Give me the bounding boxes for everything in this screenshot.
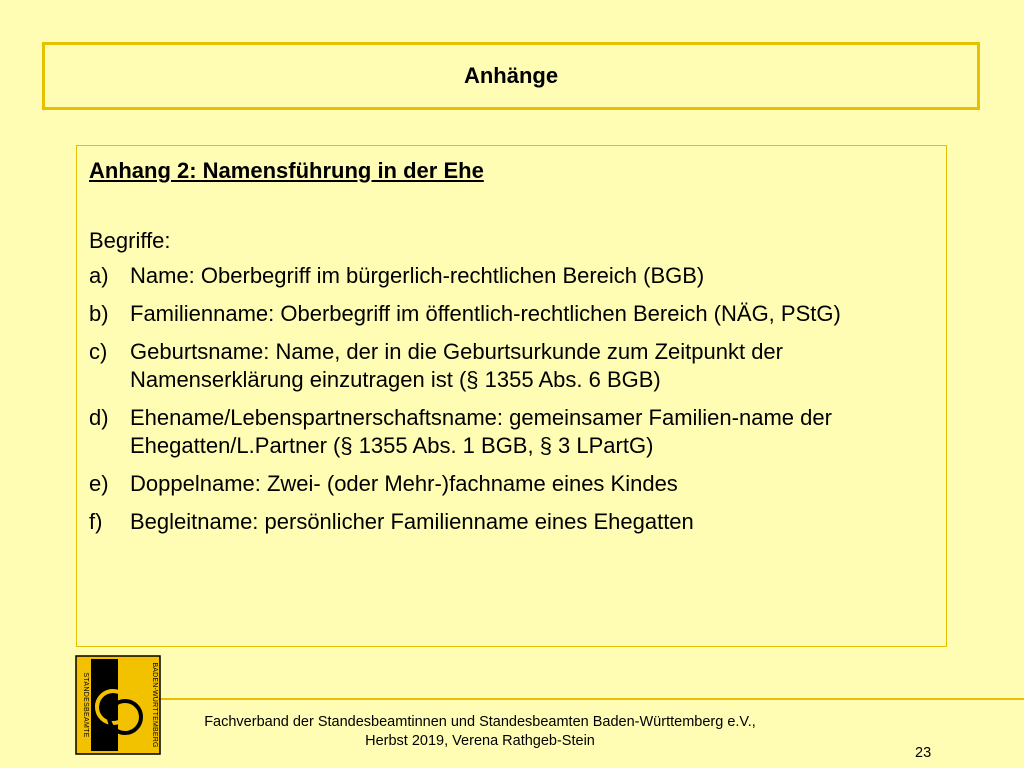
footer-text [180,713,780,751]
section-title: Anhang 2: Namensführung in der Ehe [89,158,484,183]
slide-title: Anhänge [463,63,559,88]
list-item [89,404,946,460]
list-item [89,300,946,328]
list-item-text: Doppelname: Zwei- (oder Mehr-)fachname eines Kindes [130,471,678,496]
svg-text:STANDESBEAMTE: STANDESBEAMTE [82,672,89,738]
list-item [89,508,946,536]
list-marker: a) [89,263,109,288]
header-box [42,42,980,110]
list-item-text: Name: Oberbegriff im bürgerlich-rechtlichen Bereich (BGB) [130,263,705,288]
footer-line-1: Fachverband der Standesbeamtinnen und Standesbeamten Baden-Württemberg e.V., [204,714,756,730]
list-item [89,338,946,394]
definition-list [89,262,946,536]
begriffe-heading: Begriffe: [89,228,171,253]
content-box [76,145,947,647]
list-marker: d) [89,405,109,430]
footer-line-2: Herbst 2019, Verena Rathgeb-Stein [365,733,595,749]
standesbeamte-seal-icon [75,655,161,755]
list-item-text: Familienname: Oberbegriff im öffentlich-rechtlichen Bereich (NÄG, PStG) [130,301,841,326]
footer-divider [160,698,1024,700]
list-item-text: Geburtsname: Name, der in die Geburtsurkunde zum Zeitpunkt der Namenserklärung einzutragen ist (§ 1355 Abs. 6 BGB) [130,339,783,392]
list-item-text: Ehename/Lebenspartnerschaftsname: gemeinsamer Familien-name der Ehegatten/L.Partner (§ 1355 Abs. 1 BGB, § 3 LPartG) [130,405,832,458]
list-marker: b) [89,301,109,326]
list-item-text: Begleitname: persönlicher Familienname eines Ehegatten [130,509,694,534]
page-number: 23 [915,745,932,761]
list-item [89,262,946,290]
list-marker: e) [89,471,109,496]
svg-text:BADEN-WÜRTTEMBERG: BADEN-WÜRTTEMBERG [151,662,158,748]
list-marker: f) [89,509,103,534]
list-marker: c) [89,339,108,364]
list-item [89,470,946,498]
